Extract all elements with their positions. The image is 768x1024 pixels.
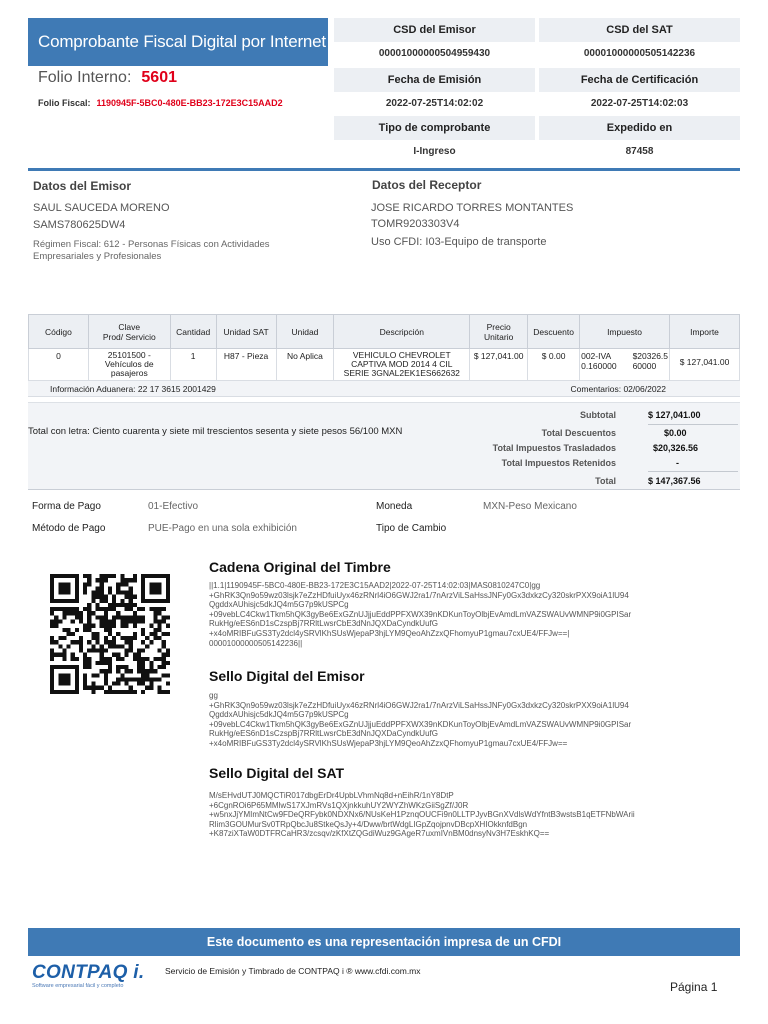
retenidos-divider (648, 471, 738, 472)
folio-fiscal-label: Folio Fiscal: (38, 98, 91, 108)
cadena-line: RukHg/eES6nD1sCzspBj7RRltLwsrCbE3dNnJQXDaCyndkUufG (209, 619, 438, 629)
col-precio-line-2: Unitario (484, 331, 514, 342)
moneda-value: MXN-Peso Mexicano (483, 501, 577, 512)
forma-pago-value: 01-Efectivo (148, 501, 199, 512)
header-info-grid (334, 18, 740, 164)
trasladados-label: Total Impuestos Trasladados (492, 443, 616, 453)
col-cantidad: Cantidad (170, 315, 216, 349)
sello-emisor-title: Sello Digital del Emisor (209, 668, 365, 684)
cell-impuesto-tipo: 002-IVA (581, 351, 612, 361)
cell-impuesto-importe-1: $20326.5 (632, 351, 669, 361)
cell-impuesto-importe-2: 60000 (632, 361, 657, 371)
col-descuento: Descuento (528, 315, 580, 349)
descuentos-label: Total Descuentos (541, 428, 616, 438)
comentarios: Comentarios: 02/06/2022 (570, 383, 666, 394)
sello-emisor-line: QgddxAUhisjc5dkJQ4m5G7p9kUSPCg (209, 710, 349, 720)
sello-sat-text (209, 791, 729, 839)
table-row (29, 349, 740, 381)
col-clave (88, 315, 170, 349)
cell-descripcion-line-1: VEHICULO CHEVROLET (352, 350, 451, 360)
col-impuesto: Impuesto (580, 315, 670, 349)
cell-clave-line-1: 25101500 - (107, 350, 151, 360)
col-clave-line-1: Clave (118, 321, 141, 332)
folio-interno-label: Folio Interno: (38, 69, 132, 86)
sello-sat-line: M/sEHvdUTJ0MQCTiR017dbgErDr4UpbLVhmNq8d+nEihR/1nY8DtP (209, 791, 454, 800)
logo-subtitle: Software empresarial fácil y completo (32, 983, 124, 989)
sello-emisor-line: RukHg/eES6nD1sCzspBj7RRltLwsrCbE3dNnJQXDaCyndkUufG (209, 729, 438, 739)
sello-emisor-line: +x4oMRIBFuGS3Ty2dcl4ySRVlKhSUsWjepaP3hjLYM9QeoAhZzxQFhomyuP1gmau7cxUE4/FFJw== (209, 738, 568, 748)
fecha-certificacion-label: Fecha de Certificación (539, 68, 740, 92)
col-unidad-sat: Unidad SAT (216, 315, 276, 349)
sello-sat-line: Rlim3GOUMurSv0TRpQbcJu8StkeQsJy+4/Dww/brtWdgLIGpZqojpnvDBcpXHIOkknfdBgn (209, 819, 528, 829)
cadena-line: +09vebLC4Ckw1Tkm5hQK3gyBe6ExGZnUJjjuEddPPFXWX39nKDKunToyOlbjEvAmdLmVAZSWAUvWMNP9i0GPISar (209, 609, 632, 619)
tipo-comprobante-value: I-Ingreso (413, 146, 456, 157)
tipo-comprobante-label: Tipo de comprobante (334, 116, 535, 140)
receptor-rfc: TOMR9203303V4 (371, 218, 460, 230)
col-codigo: Código (29, 315, 89, 349)
metodo-pago-label: Método de Pago (32, 523, 106, 534)
emisor-rfc: SAMS780625DW4 (33, 219, 126, 231)
folio-interno (38, 69, 177, 87)
sello-sat-title: Sello Digital del SAT (209, 765, 345, 781)
cell-clave-line-3: pasajeros (110, 368, 148, 378)
forma-pago-label: Forma de Pago (32, 501, 101, 512)
folio-fiscal-value: 1190945F-5BC0-480E-BB23-172E3C15AAD2 (96, 98, 283, 108)
cfdi-banner: Este documento es una representación impresa de un CFDI (28, 928, 740, 956)
col-descripcion: Descripción (334, 315, 470, 349)
logo-text: CONTPAQ i. (32, 962, 145, 983)
fecha-certificacion-value: 2022-07-25T14:02:03 (590, 98, 689, 109)
service-text: Servicio de Emisión y Timbrado de CONTPAQ i ® www.cfdi.com.mx (165, 966, 421, 976)
col-clave-line-2: Prod/ Servicio (102, 331, 156, 342)
cell-unidad: No Aplica (276, 349, 334, 381)
emisor-title: Datos del Emisor (33, 179, 132, 193)
cell-cantidad: 1 (170, 349, 216, 381)
cell-impuesto-tasa: 0.160000 (581, 361, 617, 371)
total-value: $ 147,367.56 (648, 476, 701, 486)
table-header-row (29, 315, 740, 349)
cadena-line: ||1.1|1190945F-5BC0-480E-BB23-172E3C15AAD2|2022-07-25T14:02:03|MAS0810247C0|gg (209, 581, 541, 590)
folio-interno-value: 5601 (141, 69, 177, 86)
col-importe: Importe (670, 315, 740, 349)
metodo-pago-value: PUE-Pago en una sola exhibición (148, 523, 297, 534)
receptor-uso-cfdi: Uso CFDI: I03-Equipo de transporte (371, 236, 547, 248)
subtotal-value: $ 127,041.00 (648, 410, 701, 420)
info-aduanera: Información Aduanera: 22 17 3615 2001429 (50, 383, 216, 394)
cell-descripcion-line-3: SERIE 3GNAL2EK1ES662632 (343, 368, 460, 378)
concepts-table (28, 314, 740, 397)
cadena-line: QgddxAUhisjc5dkJQ4m5G7p9kUSPCg (209, 600, 349, 610)
subtotal-label: Subtotal (580, 410, 616, 420)
sello-emisor-line: +GhRK3Qn9o59wz03lsjk7eZzHDfuiUyx46zRNrl4iO6GWJ2ra1/7nArzViLSaHssJNFy0Gx3dxkzCy320skrPXX9oiA1lU94 (209, 700, 629, 710)
cadena-text (209, 581, 729, 648)
csd-emisor-label: CSD del Emisor (334, 18, 535, 42)
cell-clave-line-2: Vehículos de (104, 359, 154, 369)
emisor-regimen (33, 239, 270, 263)
cell-precio: $ 127,041.00 (470, 349, 528, 381)
cell-impuesto (580, 349, 670, 381)
cadena-line: +GhRK3Qn9o59wz03lsjk7eZzHDfuiUyx46zRNrl4iO6GWJ2ra1/7nArzViLSaHssJNFy0Gx3dxkzCy320skrPXX9oiA1lU94 (209, 590, 629, 600)
col-precio (470, 315, 528, 349)
emisor-name: SAUL SAUCEDA MORENO (33, 202, 170, 214)
csd-sat-label: CSD del SAT (539, 18, 740, 42)
sello-emisor-text (209, 691, 729, 749)
expedido-en-label: Expedido en (539, 116, 740, 140)
sello-emisor-line: gg (209, 691, 218, 700)
cadena-line: 00001000000505142236|| (209, 638, 303, 648)
cell-descripcion-line-2: CAPTIVA MOD 2014 4 CIL (351, 359, 453, 369)
expedido-en-value: 87458 (625, 146, 654, 157)
folio-fiscal (38, 98, 283, 108)
retenidos-value: - (676, 458, 679, 468)
csd-sat-value: 00001000000505142236 (583, 48, 696, 59)
trasladados-value: $20,326.56 (653, 443, 699, 453)
receptor-title: Datos del Receptor (372, 178, 482, 192)
fecha-emision-label: Fecha de Emisión (334, 68, 535, 92)
info-aduanera-row (28, 381, 740, 397)
document-title: Comprobante Fiscal Digital por Internet (28, 18, 328, 66)
header-divider (28, 168, 740, 171)
cadena-line: +x4oMRIBFuGS3Ty2dcl4ySRVlKhSUsWjepaP3hjLYM9QeoAhZzxQFhomyuP1gmau7cxUE4/FFJw==| (209, 628, 570, 638)
total-con-letra: Total con letra: Ciento cuarenta y siete mil trescientos sesenta y siete pesos 56/100 MXN (28, 426, 403, 437)
cell-codigo: 0 (29, 349, 89, 381)
cell-clave (88, 349, 170, 381)
qr-code (50, 574, 170, 694)
page-number: Página 1 (670, 980, 718, 994)
total-label: Total (595, 476, 616, 486)
retenidos-label: Total Impuestos Retenidos (501, 458, 616, 468)
emisor-regimen-line-1: Régimen Fiscal: 612 - Personas Físicas con Actividades (33, 239, 270, 250)
fecha-emision-value: 2022-07-25T14:02:02 (385, 98, 484, 109)
subtotal-divider (648, 424, 738, 425)
cell-descuento: $ 0.00 (528, 349, 580, 381)
descuentos-value: $0.00 (664, 428, 687, 438)
cell-importe: $ 127,041.00 (670, 349, 740, 381)
col-unidad: Unidad (276, 315, 334, 349)
cell-unidad-sat: H87 - Pieza (216, 349, 276, 381)
cadena-title: Cadena Original del Timbre (209, 559, 391, 575)
sello-sat-line: +6CgnROi6P65MMlwS17XJmRVs1QXjnkkuhUY2WYZhWKzGiiSgZf/J0R (209, 800, 469, 810)
csd-emisor-value: 00001000000504959430 (378, 48, 491, 59)
sello-sat-line: +w5nxJjYMImNtCw9FDeQRFybk0NDXNx6/NUsKeH1PznqOUCFi9n0LLTPJyvBGnXVdlsWdYfntB3wstsB1qETFNbWArii (209, 810, 635, 820)
moneda-label: Moneda (376, 501, 413, 512)
emisor-regimen-line-2: Empresariales y Profesionales (33, 251, 162, 262)
sello-sat-line: +K87ziXTaW0DTFRCaHR3/zcsqv/zKfXtZQGdiWuz9GAgeR7uxmIVnBM0dnsyNv3H7EskhKQ== (209, 829, 550, 839)
sello-emisor-line: +09vebLC4Ckw1Tkm5hQK3gyBe6ExGZnUJjjuEddPPFXWX39nKDKunToyOlbjEvAmdLmVAZSWAUvWMNP9i0GPISar (209, 719, 632, 729)
receptor-name: JOSE RICARDO TORRES MONTANTES (371, 202, 574, 214)
totals-box (28, 402, 740, 490)
cell-descripcion (334, 349, 470, 381)
col-precio-line-1: Precio (486, 321, 511, 332)
contpaqi-logo (32, 962, 144, 989)
tipo-cambio-label: Tipo de Cambio (376, 523, 447, 534)
